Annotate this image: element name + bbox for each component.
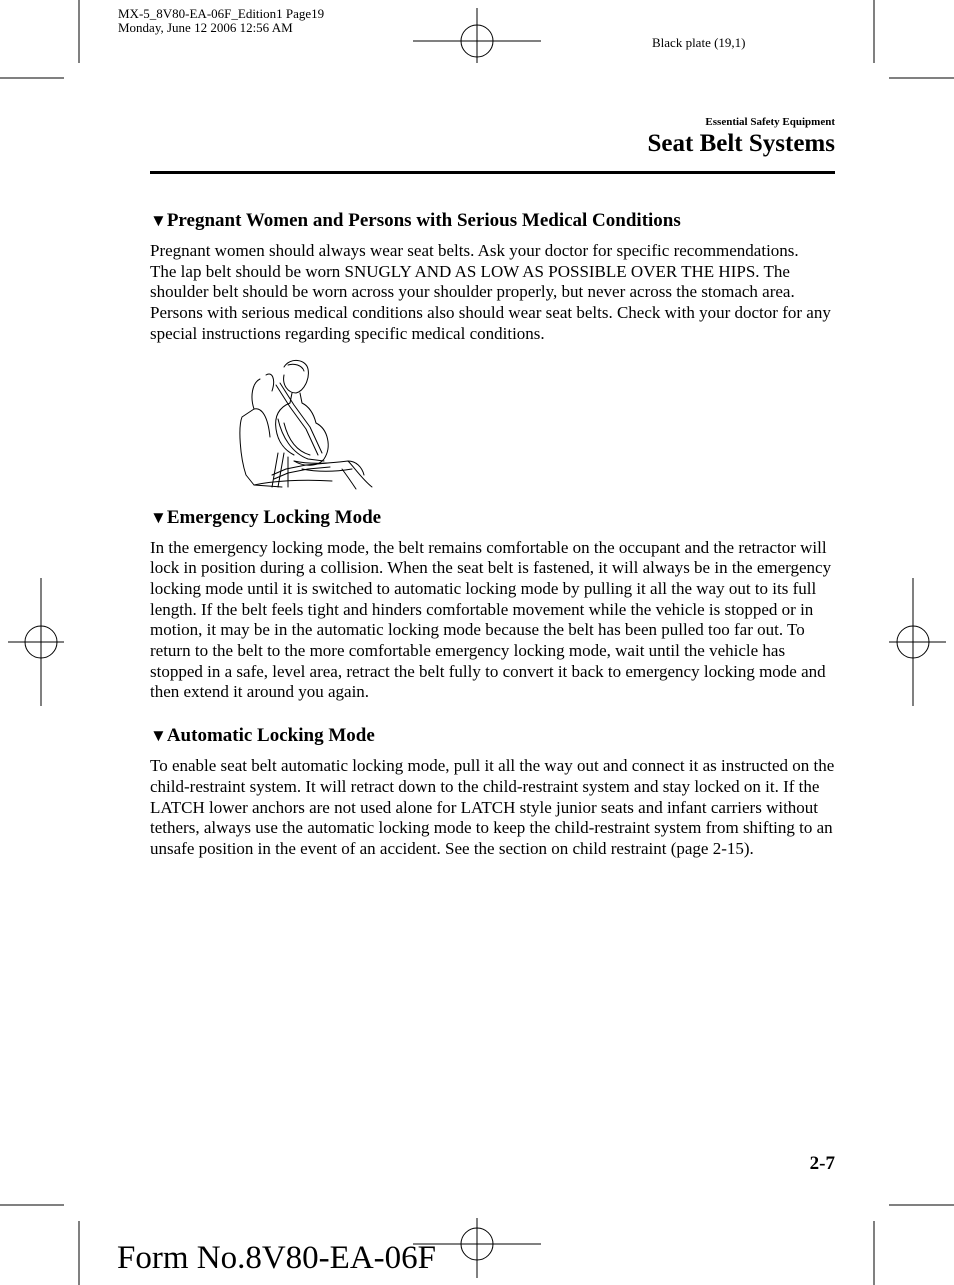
slug-line-2: Monday, June 12 2006 12:56 AM bbox=[118, 20, 293, 35]
triangle-marker-icon: ▼ bbox=[150, 507, 167, 527]
slug-line-1: MX-5_8V80-EA-06F_Edition1 Page19 bbox=[118, 6, 325, 21]
paragraph: Persons with serious medical conditions also should wear seat belts. Check with your doctor for any special instructions regarding specific medical conditions. bbox=[150, 303, 831, 343]
triangle-marker-icon: ▼ bbox=[150, 726, 167, 746]
registration-target-top bbox=[413, 8, 541, 63]
header-category: Essential Safety Equipment bbox=[705, 116, 835, 128]
section-heading bbox=[150, 723, 840, 749]
section-heading-text: Pregnant Women and Persons with Serious Medical Conditions bbox=[166, 210, 681, 231]
paragraph: To enable seat belt automatic locking mode, pull it all the way out and connect it as instructed on the child-restraint system. It will retract down to the child-restraint system and stay locked on it. If the LATCH lower anchors are not used alone for LATCH style junior seats and infant carriers without tethers, always use the automatic locking mode to keep the child-restraint system from shifting to an unsafe position in the event of an accident. See the section on child restraint (page 2-15). bbox=[150, 756, 835, 858]
section-emergency-locking bbox=[150, 505, 840, 704]
plate-label: Black plate (19,1) bbox=[652, 35, 746, 50]
registration-target-right bbox=[889, 578, 946, 706]
paragraph: In the emergency locking mode, the belt remains comfortable on the occupant and the retractor will lock in position during a collision. When the seat belt is fastened, it will always be in the emergency locking mode until it is switched to automatic locking mode by pulling it all the way out to its full length. If the belt feels tight and hinders comfortable movement while the vehicle is stopped or in motion, it may be in the automatic locking mode because the belt has been pulled too far out. To return to the belt to the more comfortable emergency locking mode, wait until the vehicle has stopped in a safe, level area, retract the belt fully to convert it back to emergency locking mode and then extend it around you again. bbox=[150, 537, 832, 702]
header-rule bbox=[150, 171, 835, 174]
pregnant-woman-seatbelt-illustration bbox=[150, 349, 840, 507]
print-slug bbox=[118, 7, 324, 35]
paragraph: Pregnant women should always wear seat belts. Ask your doctor for specific recommendations. bbox=[150, 241, 799, 260]
triangle-marker-icon: ▼ bbox=[150, 211, 167, 230]
section-heading bbox=[150, 505, 840, 531]
page-number: 2-7 bbox=[809, 1153, 835, 1174]
section-heading bbox=[150, 208, 840, 234]
section-heading-text: Emergency Locking Mode bbox=[166, 506, 382, 528]
section-pregnant-women bbox=[150, 208, 840, 507]
seated-woman-icon bbox=[232, 357, 472, 507]
section-automatic-locking bbox=[150, 723, 840, 860]
paragraph: The lap belt should be worn SNUGLY AND AS LOW AS POSSIBLE OVER THE HIPS. The shoulder belt should be worn across your shoulder properly, but never across the stomach area. bbox=[150, 261, 795, 302]
section-heading-text: Automatic Locking Mode bbox=[166, 725, 375, 747]
page-content bbox=[150, 208, 840, 860]
registration-target-left bbox=[8, 578, 64, 706]
form-number: Form No.8V80-EA-06F bbox=[117, 1240, 436, 1276]
page-title: Seat Belt Systems bbox=[647, 130, 835, 157]
